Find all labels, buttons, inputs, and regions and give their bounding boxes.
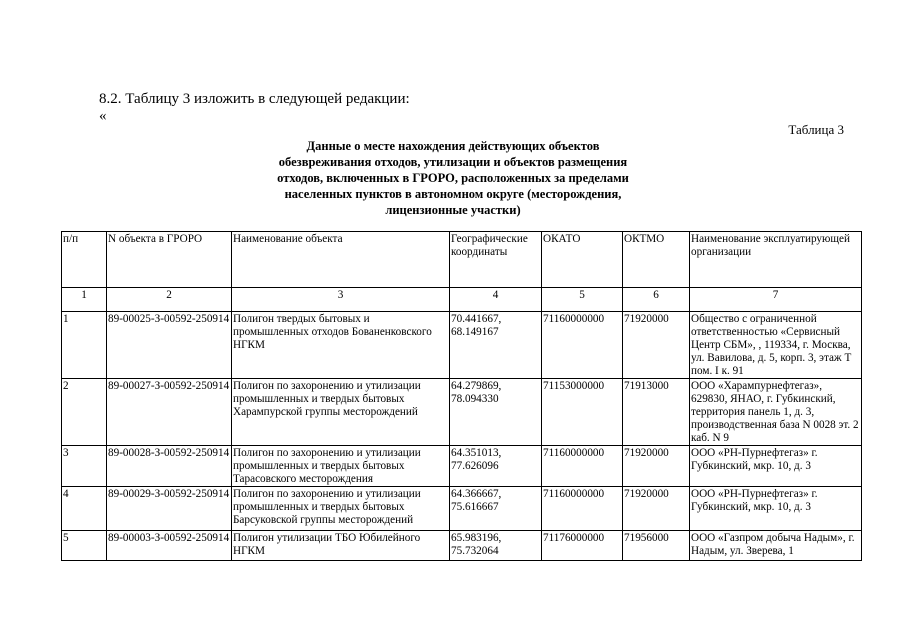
- cell-oktmo: 71956000: [623, 531, 690, 561]
- column-number: 6: [623, 288, 690, 312]
- cell-okato: 71160000000: [542, 487, 623, 531]
- table-row: [62, 379, 862, 446]
- cell-groro: 89-00029-З-00592-250914: [107, 487, 232, 531]
- table-row: [62, 446, 862, 487]
- cell-name: Полигон по захоронению и утилизации промышленных и твердых бытовых Харампурской группы месторождений: [232, 379, 450, 446]
- column-number: 3: [232, 288, 450, 312]
- table-label: Таблица 3: [788, 122, 844, 137]
- cell-groro: 89-00003-З-00592-250914: [107, 531, 232, 561]
- cell-coords: 64.366667, 75.616667: [450, 487, 542, 531]
- cell-coords: 65.983196, 75.732064: [450, 531, 542, 561]
- header-cell-groro: N объекта в ГРОРО: [107, 232, 232, 288]
- cell-name: Полигон по захоронению и утилизации промышленных и твердых бытовых Барсуковской группы месторождений: [232, 487, 450, 531]
- header-cell-org: Наименование эксплуатирующей организации: [690, 232, 862, 288]
- column-number: 7: [690, 288, 862, 312]
- cell-org: ООО «РН-Пурнефтегаз» г. Губкинский, мкр. 10, д. 3: [690, 487, 862, 531]
- cell-num: 2: [62, 379, 107, 446]
- column-number: 2: [107, 288, 232, 312]
- column-number: 4: [450, 288, 542, 312]
- cell-oktmo: 71920000: [623, 312, 690, 379]
- table-row: [62, 531, 862, 561]
- column-number-row: [62, 288, 862, 312]
- cell-name: Полигон твердых бытовых и промышленных отходов Бованенковского НГКМ: [232, 312, 450, 379]
- cell-coords: 70.441667, 68.149167: [450, 312, 542, 379]
- cell-okato: 71153000000: [542, 379, 623, 446]
- cell-name: Полигон по захоронению и утилизации промышленных и твердых бытовых Тарасовского месторождения: [232, 446, 450, 487]
- cell-org: ООО «Харампурнефтегаз», 629830, ЯНАО, г. Губкинский, территория панель 1, д. 3, производственная база N 0028 эт. 2 каб. N 9: [690, 379, 862, 446]
- cell-groro: 89-00028-З-00592-250914: [107, 446, 232, 487]
- waste-facilities-table: [61, 231, 862, 561]
- cell-org: ООО «Газпром добыча Надым», г. Надым, ул. Зверева, 1: [690, 531, 862, 561]
- cell-okato: 71160000000: [542, 446, 623, 487]
- header-cell-oktmo: ОКТМО: [623, 232, 690, 288]
- cell-num: 1: [62, 312, 107, 379]
- cell-oktmo: 71913000: [623, 379, 690, 446]
- cell-groro: 89-00025-З-00592-250914: [107, 312, 232, 379]
- cell-okato: 71160000000: [542, 312, 623, 379]
- header-cell-name: Наименование объекта: [232, 232, 450, 288]
- table-row: [62, 487, 862, 531]
- header-cell-okato: ОКАТО: [542, 232, 623, 288]
- cell-groro: 89-00027-З-00592-250914: [107, 379, 232, 446]
- column-number: 1: [62, 288, 107, 312]
- cell-coords: 64.351013, 77.626096: [450, 446, 542, 487]
- table-caption: Данные о месте нахождения действующих объектов обезвреживания отходов, утилизации и объектов размещения отходов, включенных в ГРОРО, расположенных за пределами населенных пунктов в автономном округе (месторождения, лицензионные участки): [277, 139, 629, 217]
- cell-org: Общество с ограниченной ответственностью «Сервисный Центр СБМ», , 119334, г. Москва, ул. Вавилова, д. 5, корп. 3, этаж Т пом. I к. 91: [690, 312, 862, 379]
- cell-num: 3: [62, 446, 107, 487]
- cell-num: 4: [62, 487, 107, 531]
- header-cell-coords: Географические координаты: [450, 232, 542, 288]
- cell-num: 5: [62, 531, 107, 561]
- cell-oktmo: 71920000: [623, 446, 690, 487]
- cell-name: Полигон утилизации ТБО Юбилейного НГКМ: [232, 531, 450, 561]
- cell-oktmo: 71920000: [623, 487, 690, 531]
- table-header-row: [62, 232, 862, 288]
- opening-quote: «: [99, 108, 107, 124]
- column-number: 5: [542, 288, 623, 312]
- cell-org: ООО «РН-Пурнефтегаз» г. Губкинский, мкр. 10, д. 3: [690, 446, 862, 487]
- amendment-intro: 8.2. Таблицу 3 изложить в следующей редакции:: [99, 91, 410, 107]
- header-cell-num: п/п: [62, 232, 107, 288]
- cell-okato: 71176000000: [542, 531, 623, 561]
- table-row: [62, 312, 862, 379]
- cell-coords: 64.279869, 78.094330: [450, 379, 542, 446]
